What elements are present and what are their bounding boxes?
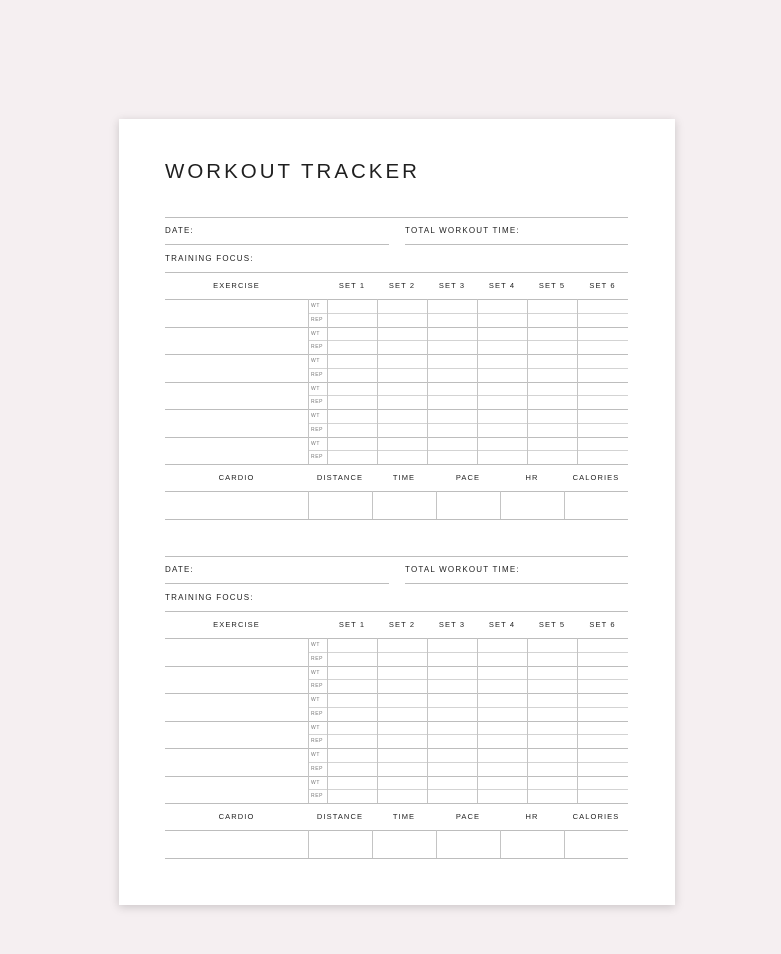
cardio-distance-cell[interactable]: [308, 492, 372, 519]
column-divider: [377, 638, 378, 803]
set-5-reps-cell[interactable]: [527, 734, 577, 748]
set-2-weight-cell[interactable]: [377, 693, 427, 707]
set-5-reps-cell[interactable]: [527, 423, 577, 437]
training-focus-label: TRAINING FOCUS:: [165, 254, 254, 263]
set-6-weight-cell[interactable]: [577, 299, 628, 313]
tracker-section-2: [165, 556, 628, 866]
set-1-header: SET 1: [338, 620, 366, 629]
set-2-header: SET 2: [388, 620, 416, 629]
set-4-reps-cell[interactable]: [477, 762, 527, 776]
rule-line: [165, 217, 628, 218]
set-5-weight-cell[interactable]: [527, 409, 577, 423]
set-5-weight-cell[interactable]: [527, 354, 577, 368]
set-2-reps-cell[interactable]: [377, 423, 427, 437]
weight-row-label: WT: [311, 385, 320, 392]
set-5-reps-cell[interactable]: [527, 762, 577, 776]
set-6-header: SET 6: [589, 281, 616, 290]
set-4-weight-cell[interactable]: [477, 666, 527, 680]
set-6-reps-cell[interactable]: [577, 734, 628, 748]
set-2-reps-cell[interactable]: [377, 652, 427, 666]
weight-row-label: WT: [311, 413, 320, 419]
set-4-reps-cell[interactable]: [477, 340, 527, 354]
set-4-weight-cell[interactable]: [477, 721, 527, 735]
set-5-reps-cell[interactable]: [527, 679, 577, 693]
set-3-weight-cell[interactable]: [427, 409, 477, 423]
set-1-reps-cell[interactable]: [327, 679, 377, 693]
set-3-reps-cell[interactable]: [427, 368, 477, 382]
cardio-calories-header: CALORIES: [572, 812, 620, 821]
set-6-reps-cell[interactable]: [577, 313, 628, 327]
set-5-weight-cell[interactable]: [527, 299, 577, 313]
set-6-weight-cell[interactable]: [577, 666, 628, 680]
cardio-time-cell[interactable]: [372, 831, 436, 858]
worksheet-page: [119, 119, 675, 905]
tracker-section-1: [165, 217, 628, 527]
set-6-reps-cell[interactable]: [577, 340, 628, 354]
exercise-name-cell[interactable]: [165, 638, 308, 666]
set-5-reps-cell[interactable]: [527, 313, 577, 327]
set-2-weight-cell[interactable]: [377, 299, 427, 313]
date-field[interactable]: [195, 221, 387, 243]
set-4-weight-cell[interactable]: [477, 638, 527, 652]
set-1-weight-cell[interactable]: [327, 693, 377, 707]
set-4-weight-cell[interactable]: [477, 776, 527, 790]
set-6-reps-cell[interactable]: [577, 652, 628, 666]
rule-line: [165, 858, 628, 859]
set-4-reps-cell[interactable]: [477, 734, 527, 748]
rule-line: [165, 464, 628, 465]
rule-line: [165, 519, 628, 520]
cardio-header: CARDIO: [218, 812, 255, 821]
column-divider: [308, 491, 309, 519]
exercise-name-cell[interactable]: [165, 299, 308, 327]
column-divider: [372, 830, 373, 858]
set-3-weight-cell[interactable]: [427, 299, 477, 313]
set-4-reps-cell[interactable]: [477, 395, 527, 409]
set-2-weight-cell[interactable]: [377, 354, 427, 368]
cardio-time-header: TIME: [392, 473, 416, 482]
set-3-weight-cell[interactable]: [427, 382, 477, 396]
set-4-weight-cell[interactable]: [477, 299, 527, 313]
set-1-weight-cell[interactable]: [327, 721, 377, 735]
set-6-weight-cell[interactable]: [577, 409, 628, 423]
set-3-reps-cell[interactable]: [427, 313, 477, 327]
set-6-weight-cell[interactable]: [577, 437, 628, 451]
weight-row-label: WT: [311, 697, 320, 703]
set-2-reps-cell[interactable]: [377, 762, 427, 776]
column-divider: [477, 299, 478, 464]
cardio-distance-cell[interactable]: [308, 831, 372, 858]
set-3-header: SET 3: [438, 620, 466, 629]
exercise-name-cell[interactable]: [165, 409, 308, 437]
set-4-reps-cell[interactable]: [477, 679, 527, 693]
exercise-name-cell[interactable]: [165, 327, 308, 355]
cardio-distance-header: DISTANCE: [316, 812, 364, 821]
training-focus-field[interactable]: [260, 249, 625, 271]
date-label: DATE:: [165, 226, 194, 235]
set-2-reps-cell[interactable]: [377, 395, 427, 409]
set-6-weight-cell[interactable]: [577, 382, 628, 396]
set-3-weight-cell[interactable]: [427, 327, 477, 341]
set-1-weight-cell[interactable]: [327, 327, 377, 341]
cardio-calories-cell[interactable]: [564, 492, 628, 519]
cardio-activity-cell[interactable]: [165, 492, 308, 519]
set-5-reps-cell[interactable]: [527, 707, 577, 721]
rule-line: [165, 611, 628, 612]
set-3-weight-cell[interactable]: [427, 437, 477, 451]
set-6-reps-cell[interactable]: [577, 423, 628, 437]
reps-row-label: REP: [311, 738, 324, 745]
set-4-reps-cell[interactable]: [477, 368, 527, 382]
weight-row-label: WT: [311, 642, 320, 648]
weight-row-label: WT: [311, 669, 320, 676]
set-4-reps-cell[interactable]: [477, 423, 527, 437]
set-6-weight-cell[interactable]: [577, 721, 628, 735]
set-3-weight-cell[interactable]: [427, 721, 477, 735]
weight-row-label: WT: [311, 724, 320, 731]
cardio-pace-header: PACE: [455, 473, 481, 482]
set-6-reps-cell[interactable]: [577, 395, 628, 409]
set-5-reps-cell[interactable]: [527, 450, 577, 464]
exercise-name-cell[interactable]: [165, 776, 308, 804]
set-5-reps-cell[interactable]: [527, 789, 577, 803]
set-1-reps-cell[interactable]: [327, 313, 377, 327]
set-4-reps-cell[interactable]: [477, 652, 527, 666]
rule-line: [165, 803, 628, 804]
cardio-hr-cell[interactable]: [500, 831, 564, 858]
set-3-weight-cell[interactable]: [427, 693, 477, 707]
set-2-reps-cell[interactable]: [377, 789, 427, 803]
set-5-weight-cell[interactable]: [527, 748, 577, 762]
set-6-reps-cell[interactable]: [577, 368, 628, 382]
column-divider: [564, 491, 565, 519]
exercise-header: EXERCISE: [213, 281, 260, 290]
column-divider: [436, 491, 437, 519]
rule-line: [165, 583, 389, 584]
column-divider: [500, 830, 501, 858]
set-2-header: SET 2: [388, 281, 416, 290]
weight-row-label: WT: [311, 440, 320, 447]
weight-row-label: WT: [311, 303, 320, 309]
set-6-reps-cell[interactable]: [577, 762, 628, 776]
total-workout-time-label: TOTAL WORKOUT TIME:: [405, 565, 520, 574]
set-5-weight-cell[interactable]: [527, 327, 577, 341]
set-6-weight-cell[interactable]: [577, 776, 628, 790]
set-3-reps-cell[interactable]: [427, 340, 477, 354]
cardio-time-header: TIME: [392, 812, 416, 821]
column-divider: [477, 638, 478, 803]
set-2-reps-cell[interactable]: [377, 450, 427, 464]
set-4-header: SET 4: [488, 281, 516, 290]
column-divider: [564, 830, 565, 858]
set-4-reps-cell[interactable]: [477, 789, 527, 803]
set-1-weight-cell[interactable]: [327, 748, 377, 762]
cardio-calories-cell[interactable]: [564, 831, 628, 858]
set-5-weight-cell[interactable]: [527, 776, 577, 790]
weight-row-label: WT: [311, 358, 320, 364]
exercise-name-cell[interactable]: [165, 693, 308, 721]
set-4-weight-cell[interactable]: [477, 437, 527, 451]
set-2-weight-cell[interactable]: [377, 409, 427, 423]
set-6-weight-cell[interactable]: [577, 354, 628, 368]
set-3-reps-cell[interactable]: [427, 395, 477, 409]
set-2-reps-cell[interactable]: [377, 734, 427, 748]
set-6-reps-cell[interactable]: [577, 707, 628, 721]
column-divider: [427, 638, 428, 803]
set-5-weight-cell[interactable]: [527, 693, 577, 707]
cardio-time-cell[interactable]: [372, 492, 436, 519]
set-5-header: SET 5: [538, 281, 566, 290]
set-1-reps-cell[interactable]: [327, 762, 377, 776]
set-4-reps-cell[interactable]: [477, 313, 527, 327]
set-3-weight-cell[interactable]: [427, 638, 477, 652]
set-6-header: SET 6: [589, 620, 616, 629]
cardio-hr-header: HR: [525, 473, 539, 482]
set-1-weight-cell[interactable]: [327, 666, 377, 680]
column-divider: [436, 830, 437, 858]
set-1-reps-cell[interactable]: [327, 734, 377, 748]
rule-line: [165, 272, 628, 273]
set-1-weight-cell[interactable]: [327, 638, 377, 652]
set-5-reps-cell[interactable]: [527, 395, 577, 409]
set-1-header: SET 1: [338, 281, 366, 290]
set-4-weight-cell[interactable]: [477, 693, 527, 707]
set-1-reps-cell[interactable]: [327, 423, 377, 437]
set-4-reps-cell[interactable]: [477, 450, 527, 464]
cardio-pace-cell[interactable]: [436, 831, 500, 858]
exercise-name-cell[interactable]: [165, 382, 308, 410]
set-6-reps-cell[interactable]: [577, 789, 628, 803]
cardio-hr-header: HR: [525, 812, 539, 821]
column-divider: [308, 299, 309, 464]
cardio-hr-cell[interactable]: [500, 492, 564, 519]
weight-row-label: WT: [311, 779, 320, 786]
set-3-weight-cell[interactable]: [427, 776, 477, 790]
set-1-reps-cell[interactable]: [327, 395, 377, 409]
column-divider: [327, 299, 328, 464]
column-divider: [372, 491, 373, 519]
reps-row-label: REP: [311, 316, 324, 323]
exercise-name-cell[interactable]: [165, 721, 308, 749]
weight-row-label: WT: [311, 752, 320, 758]
set-5-weight-cell[interactable]: [527, 638, 577, 652]
set-1-weight-cell[interactable]: [327, 299, 377, 313]
exercise-header: EXERCISE: [213, 620, 260, 629]
date-label: DATE:: [165, 565, 194, 574]
set-3-reps-cell[interactable]: [427, 734, 477, 748]
set-4-weight-cell[interactable]: [477, 382, 527, 396]
set-4-reps-cell[interactable]: [477, 707, 527, 721]
set-1-weight-cell[interactable]: [327, 382, 377, 396]
set-2-weight-cell[interactable]: [377, 776, 427, 790]
set-3-reps-cell[interactable]: [427, 789, 477, 803]
set-3-header: SET 3: [438, 281, 466, 290]
column-divider: [377, 299, 378, 464]
set-1-weight-cell[interactable]: [327, 776, 377, 790]
set-5-weight-cell[interactable]: [527, 721, 577, 735]
cardio-distance-header: DISTANCE: [316, 473, 364, 482]
total-workout-time-field[interactable]: [525, 560, 625, 582]
rule-line: [405, 583, 628, 584]
set-4-weight-cell[interactable]: [477, 409, 527, 423]
cardio-pace-header: PACE: [455, 812, 481, 821]
column-divider: [308, 638, 309, 803]
reps-row-label: REP: [311, 710, 324, 717]
set-2-weight-cell[interactable]: [377, 638, 427, 652]
reps-row-label: REP: [311, 454, 324, 461]
reps-row-label: REP: [311, 344, 324, 351]
column-divider: [427, 299, 428, 464]
set-3-reps-cell[interactable]: [427, 679, 477, 693]
exercise-name-cell[interactable]: [165, 666, 308, 694]
set-1-weight-cell[interactable]: [327, 409, 377, 423]
set-4-weight-cell[interactable]: [477, 354, 527, 368]
set-1-reps-cell[interactable]: [327, 707, 377, 721]
set-6-weight-cell[interactable]: [577, 327, 628, 341]
set-5-reps-cell[interactable]: [527, 368, 577, 382]
set-5-header: SET 5: [538, 620, 566, 629]
set-1-reps-cell[interactable]: [327, 652, 377, 666]
set-3-reps-cell[interactable]: [427, 762, 477, 776]
total-workout-time-field[interactable]: [525, 221, 625, 243]
set-6-weight-cell[interactable]: [577, 638, 628, 652]
exercise-name-cell[interactable]: [165, 748, 308, 776]
set-5-weight-cell[interactable]: [527, 437, 577, 451]
column-divider: [500, 491, 501, 519]
reps-row-label: REP: [311, 683, 324, 690]
page-title: WORKOUT TRACKER: [165, 160, 420, 183]
exercise-name-cell[interactable]: [165, 354, 308, 382]
cardio-calories-header: CALORIES: [572, 473, 620, 482]
set-3-reps-cell[interactable]: [427, 423, 477, 437]
reps-row-label: REP: [311, 655, 324, 662]
set-2-reps-cell[interactable]: [377, 313, 427, 327]
set-6-reps-cell[interactable]: [577, 450, 628, 464]
total-workout-time-label: TOTAL WORKOUT TIME:: [405, 226, 520, 235]
set-2-reps-cell[interactable]: [377, 679, 427, 693]
training-focus-field[interactable]: [260, 588, 625, 610]
date-field[interactable]: [195, 560, 387, 582]
column-divider: [327, 638, 328, 803]
column-divider: [527, 638, 528, 803]
set-4-weight-cell[interactable]: [477, 327, 527, 341]
set-2-weight-cell[interactable]: [377, 721, 427, 735]
set-1-reps-cell[interactable]: [327, 368, 377, 382]
rule-line: [165, 556, 628, 557]
column-divider: [308, 830, 309, 858]
set-2-reps-cell[interactable]: [377, 340, 427, 354]
set-6-weight-cell[interactable]: [577, 693, 628, 707]
set-1-reps-cell[interactable]: [327, 789, 377, 803]
rule-line: [165, 244, 389, 245]
set-6-weight-cell[interactable]: [577, 748, 628, 762]
reps-row-label: REP: [311, 765, 324, 772]
cardio-header: CARDIO: [218, 473, 255, 482]
reps-row-label: REP: [311, 371, 324, 378]
set-2-reps-cell[interactable]: [377, 368, 427, 382]
set-1-weight-cell[interactable]: [327, 437, 377, 451]
set-3-weight-cell[interactable]: [427, 748, 477, 762]
set-5-weight-cell[interactable]: [527, 382, 577, 396]
set-6-reps-cell[interactable]: [577, 679, 628, 693]
set-3-reps-cell[interactable]: [427, 652, 477, 666]
exercise-name-cell[interactable]: [165, 437, 308, 465]
cardio-activity-cell[interactable]: [165, 831, 308, 858]
set-1-reps-cell[interactable]: [327, 340, 377, 354]
set-2-weight-cell[interactable]: [377, 382, 427, 396]
set-2-weight-cell[interactable]: [377, 437, 427, 451]
set-5-weight-cell[interactable]: [527, 666, 577, 680]
training-focus-label: TRAINING FOCUS:: [165, 593, 254, 602]
set-2-reps-cell[interactable]: [377, 707, 427, 721]
column-divider: [527, 299, 528, 464]
set-2-weight-cell[interactable]: [377, 327, 427, 341]
set-3-weight-cell[interactable]: [427, 354, 477, 368]
rule-line: [405, 244, 628, 245]
set-2-weight-cell[interactable]: [377, 666, 427, 680]
column-divider: [577, 638, 578, 803]
column-divider: [577, 299, 578, 464]
set-2-weight-cell[interactable]: [377, 748, 427, 762]
reps-row-label: REP: [311, 426, 324, 433]
set-3-weight-cell[interactable]: [427, 666, 477, 680]
set-3-reps-cell[interactable]: [427, 707, 477, 721]
set-4-weight-cell[interactable]: [477, 748, 527, 762]
set-5-reps-cell[interactable]: [527, 340, 577, 354]
cardio-pace-cell[interactable]: [436, 492, 500, 519]
weight-row-label: WT: [311, 330, 320, 337]
set-1-weight-cell[interactable]: [327, 354, 377, 368]
reps-row-label: REP: [311, 793, 324, 800]
set-4-header: SET 4: [488, 620, 516, 629]
set-1-reps-cell[interactable]: [327, 450, 377, 464]
reps-row-label: REP: [311, 399, 324, 406]
set-3-reps-cell[interactable]: [427, 450, 477, 464]
set-5-reps-cell[interactable]: [527, 652, 577, 666]
